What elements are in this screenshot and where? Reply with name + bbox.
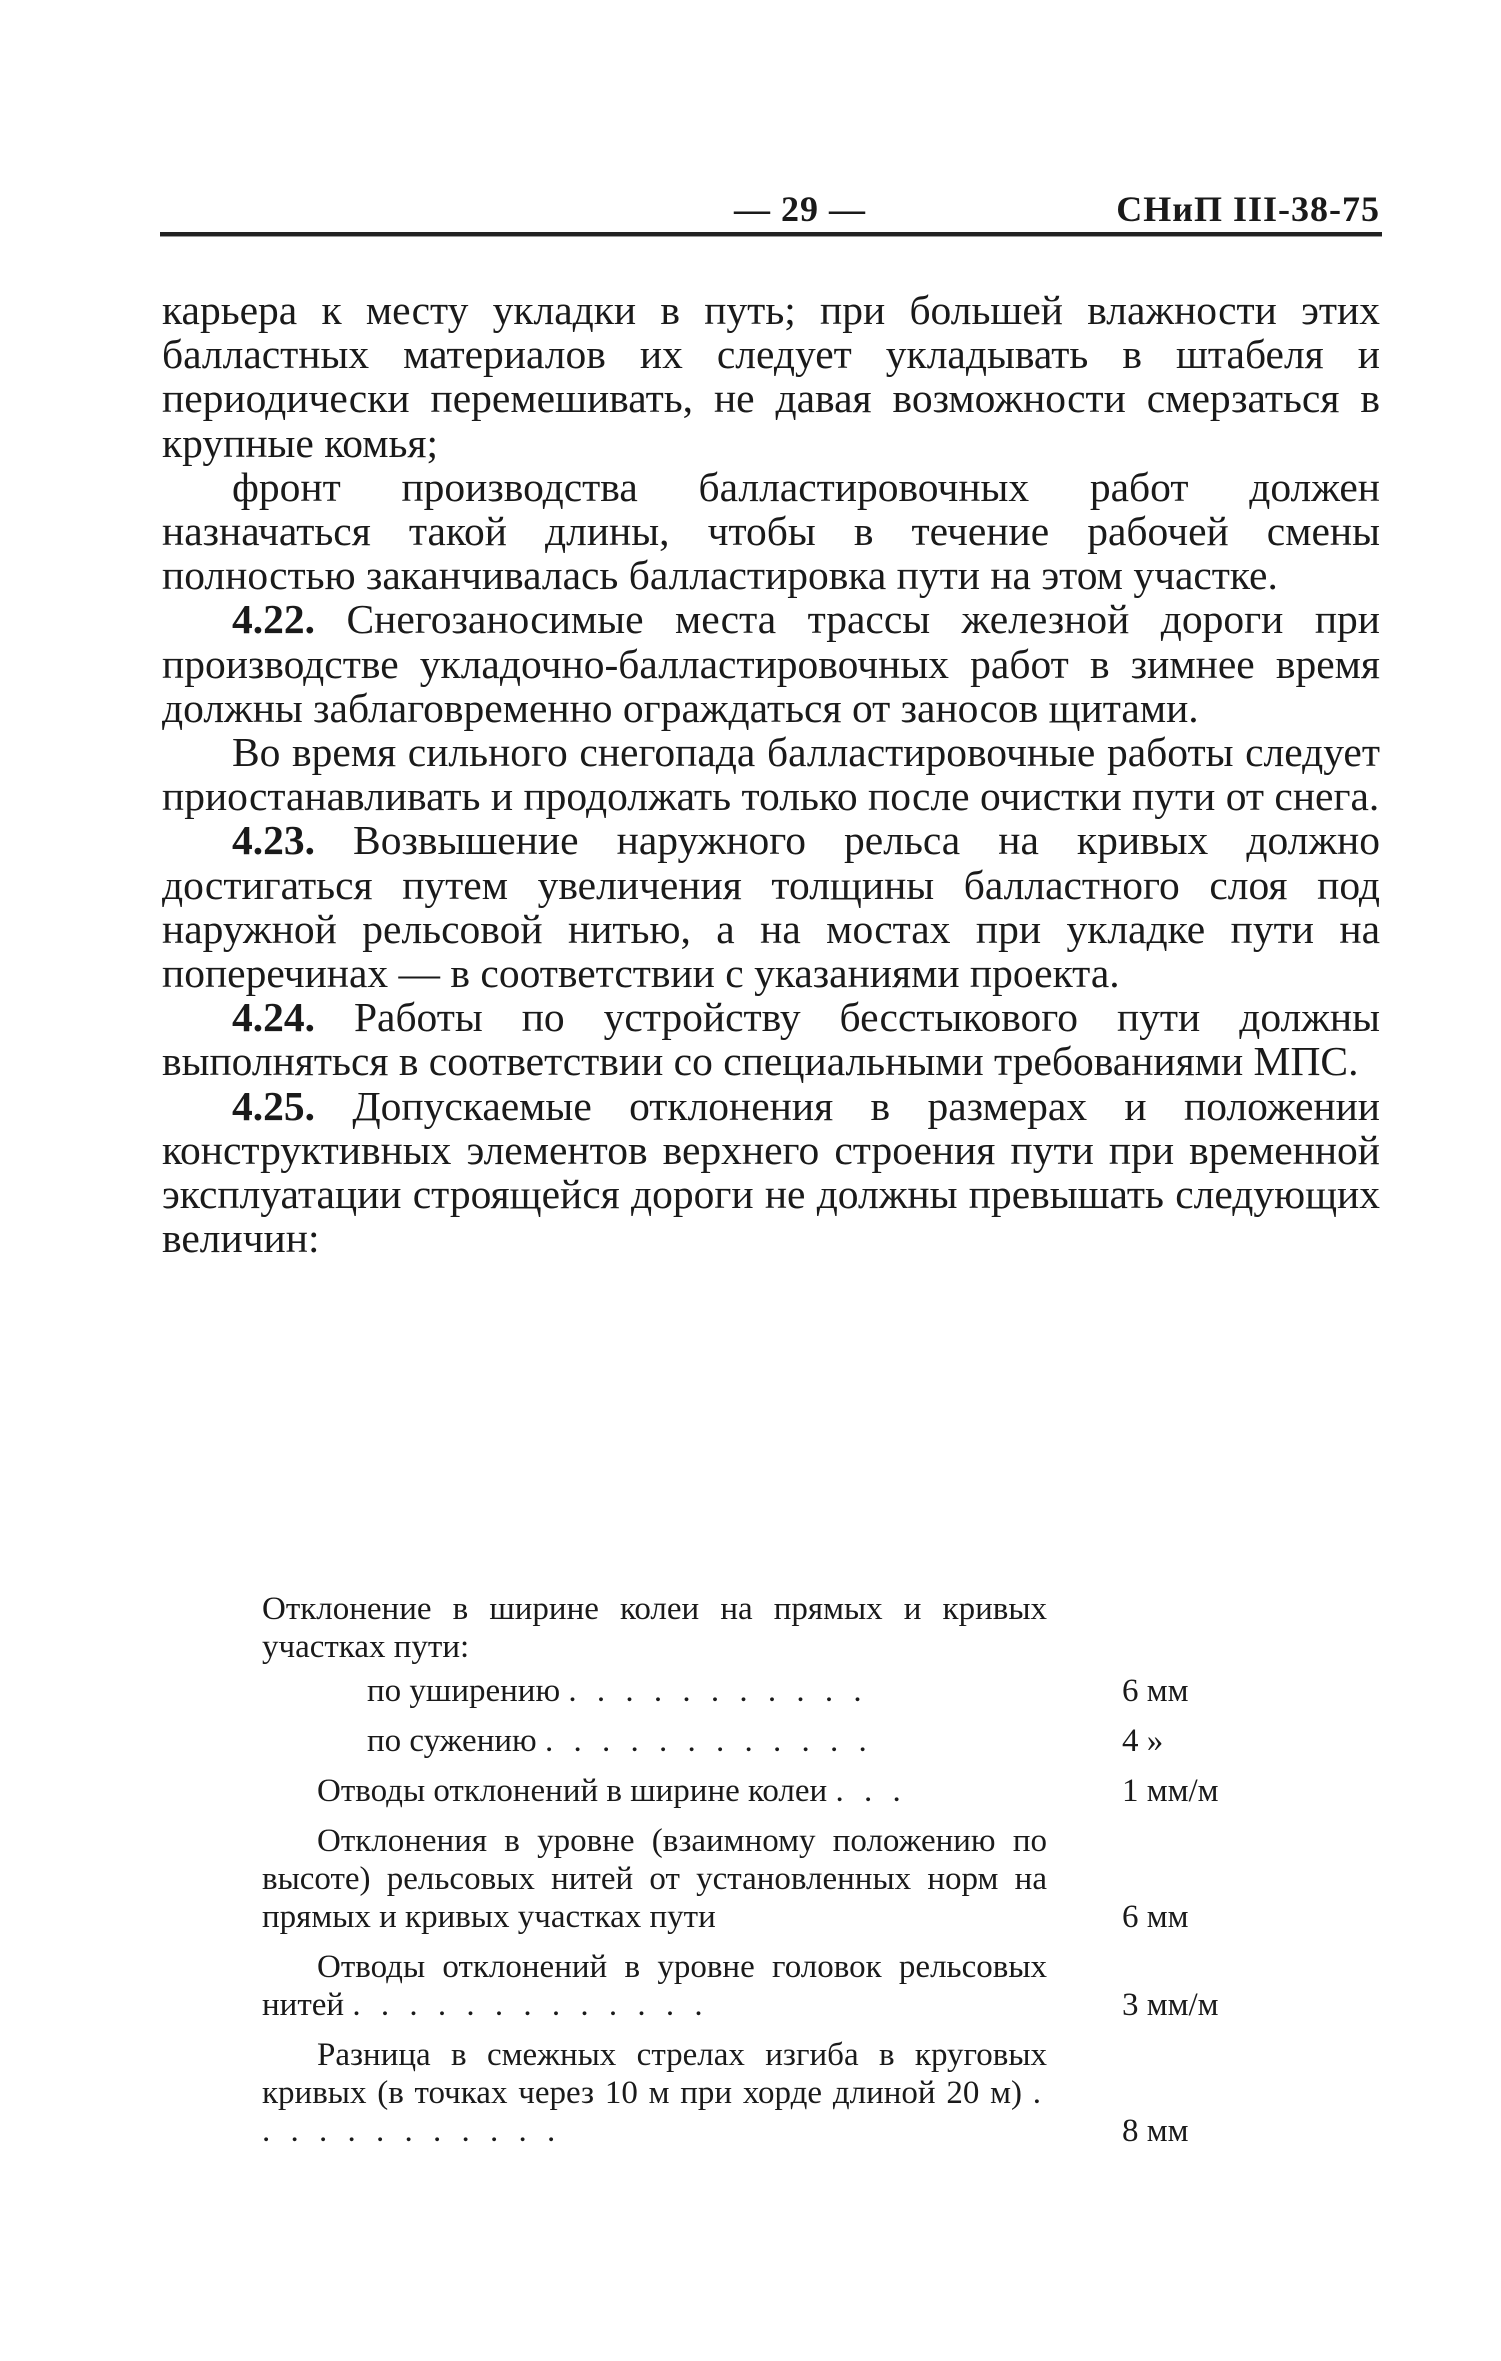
clause-number: 4.23. [232,817,315,864]
table-heading: Отклонение в ширине колеи на прямых и кривых участках пути: [262,1591,1047,1665]
tolerances-table [262,1590,1262,2162]
paragraph [162,288,1380,465]
row-label [262,2036,1047,2150]
row-label-text: Отводы отклонений в уровне головок рельсовых нитей [262,1949,1047,2023]
leader-dots: . . . . . . . . . . . . [262,2075,1047,2149]
paragraph-4-25 [162,1084,1380,1261]
paragraph [162,730,1380,818]
paragraph-4-23 [162,818,1380,995]
paragraph-text: Работы по устройству бесстыкового пути должны выполняться в соответствии со специальными требованиями МПС. [162,994,1380,1085]
table-row [262,1672,1262,1710]
leader-dots: . . . [835,1773,907,1809]
table-row [262,2036,1262,2150]
leader-dots: . . . . . . . . . . . . . [352,1987,709,2023]
paragraph-4-24 [162,995,1380,1083]
row-label-text: по сужению [367,1723,537,1759]
table-heading-row [262,1590,1262,1666]
header-rule [160,232,1382,237]
leader-dots: . . . . . . . . . . . . [544,1723,873,1759]
row-value: 3 мм/м [1122,1987,1219,2023]
table-row [262,1822,1262,1936]
paragraph-text: Допускаемые отклонения в размерах и положении конструктивных элементов верхнего строения пути при временной эксплуатации строящейся дороги не должны превышать следующих величин: [162,1082,1380,1262]
row-value: 4 » [1122,1723,1164,1759]
paragraph-text: Во время сильного снегопада балластировочные работы следует приостанавливать и продолжать только после очистки пути от снега. [162,729,1380,820]
table-row [262,1722,1262,1760]
row-label [262,1772,1047,1810]
row-label-text: Разница в смежных стрелах изгиба в круговых кривых (в точках через 10 м при хорде длиной 20 м) [262,2037,1047,2111]
body-text [162,288,1380,1260]
page-header [160,188,1380,238]
paragraph-4-22 [162,597,1380,730]
row-value: 6 мм [1122,1899,1189,1935]
row-label-text: Отклонения в уровне (взаимному положению по высоте) рельсовых нитей от установленных норм на прямых и кривых участках пути [262,1823,1047,1935]
table-row [262,1772,1262,1810]
row-value: 6 мм [1122,1673,1189,1709]
row-label [262,1672,1047,1710]
row-label [262,1722,1047,1760]
document-code: СНиП III-38-75 [1116,189,1380,229]
paragraph-text: карьера к месту укладки в путь; при большей влажности этих балластных материалов их следует укладывать в штабеля и периодически перемешивать, не давая возможности смерзаться в крупные комья; [162,287,1380,466]
paragraph-text: Возвышение наружного рельса на кривых должно достигаться путем увеличения толщины балластного слоя под наружной рельсовой нитью, а на мостах при укладке пути на поперечинах — в соответствии с указаниями проекта. [162,817,1380,997]
leader-dots: . . . . . . . . . . . [568,1673,868,1709]
row-label-text: по уширению [367,1673,561,1709]
row-value: 1 мм/м [1122,1773,1219,1809]
paragraph-text: фронт производства балластировочных работ должен назначаться такой длины, чтобы в течение рабочей смены полностью заканчивалась балластировка пути на этом участке. [162,463,1380,599]
row-label-text: Отводы отклонений в ширине колеи [317,1773,828,1809]
clause-number: 4.22. [232,596,315,643]
row-label [262,1822,1047,1936]
row-value: 8 мм [1122,2113,1189,2149]
clause-number: 4.25. [232,1082,315,1129]
row-label [262,1948,1047,2024]
clause-number: 4.24. [232,994,315,1041]
paragraph [162,465,1380,598]
table-row [262,1948,1262,2024]
paragraph-text: Снегозаносимые места трассы железной дороги при производстве укладочно-балластировочных работ в зимнее время должны заблаговременно ограждаться от заносов щитами. [162,596,1380,731]
page-number: — 29 — [734,189,866,229]
